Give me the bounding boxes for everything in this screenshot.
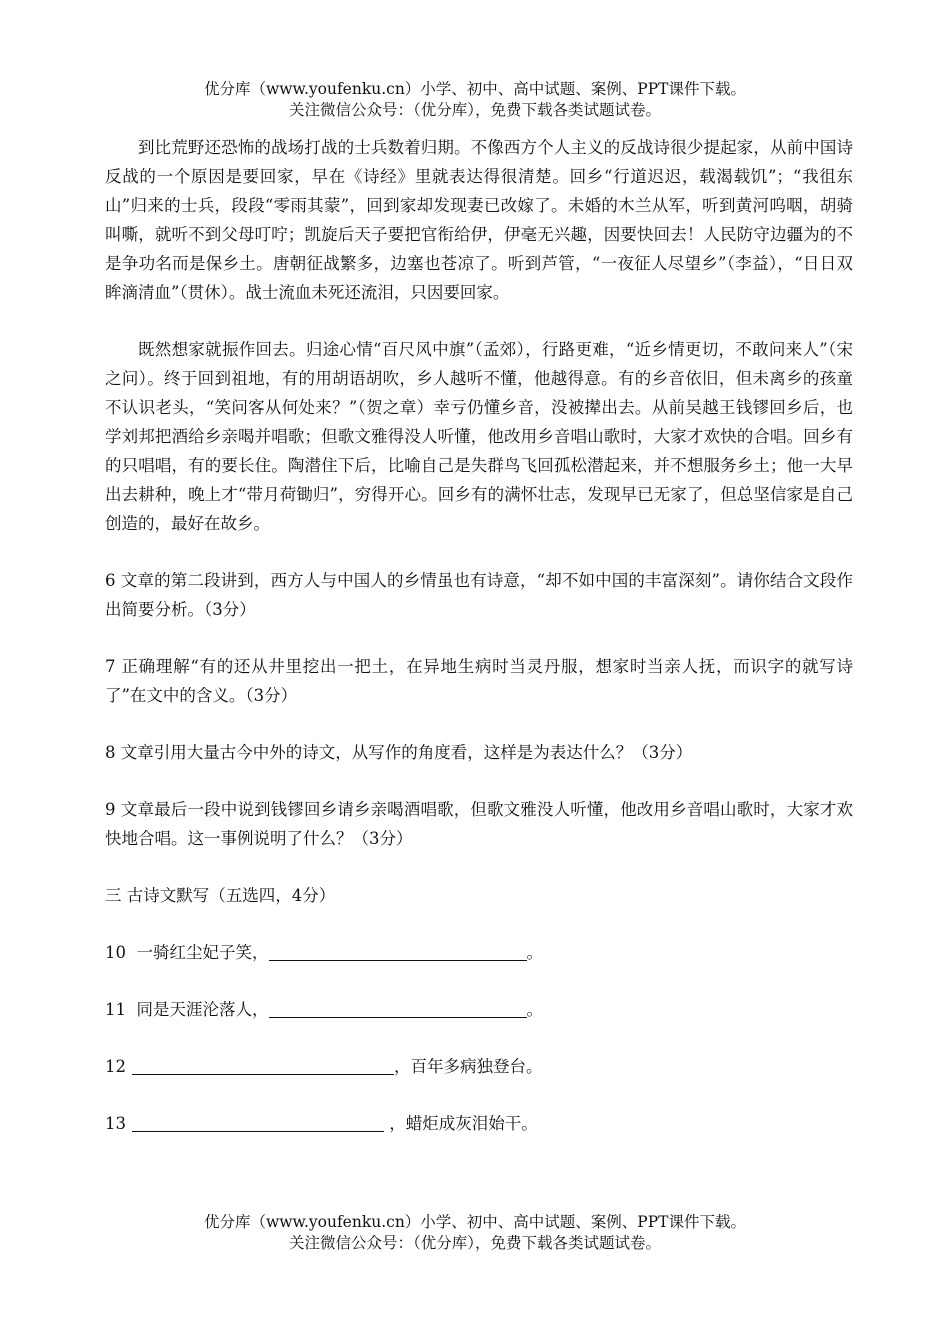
item-suffix: ，蜡炬成灰泪始干。	[389, 1114, 538, 1133]
recitation-item-13	[105, 1109, 853, 1138]
item-number: 10	[105, 943, 126, 962]
item-number: 12	[105, 1057, 126, 1076]
document-body	[105, 133, 853, 1138]
passage-paragraph-1: 到比荒野还恐怖的战场打战的士兵数着归期。不像西方个人主义的反战诗很少提起家，从前中国诗反战的一个原因是要回家，早在《诗经》里就表达得很清楚。回乡“行道迟迟，载渴载饥”；“我徂东山”归来的士兵，段段“零雨其蒙”，回到家却发现妻已改嫁了。未婚的木兰从军，听到黄河呜咽，胡骑叫嘶，就听不到父母叮咛；凯旋后天子要把官衔给伊，伊毫无兴趣，因要快回去！人民防守边疆为的不是争功名而是保乡土。唐朝征战繁多，边塞也苍凉了。听到芦管，“一夜征人尽望乡”（李益），“日日双眸滴清血”（贯休）。战士流血未死还流泪，只因要回家。	[105, 138, 853, 302]
recitation-item-10	[105, 938, 853, 967]
question-9: 9 文章最后一段中说到钱镠回乡请乡亲喝酒唱歌，但歌文雅没人听懂，他改用乡音唱山歌时，大家才欢快地合唱。这一事例说明了什么？（3分）	[105, 800, 853, 848]
item-number: 13	[105, 1114, 126, 1133]
page-header	[0, 79, 950, 121]
item-suffix: ，百年多病独登台。	[394, 1057, 543, 1076]
item-suffix: 。	[526, 943, 543, 962]
header-line-1: 优分库（www.youfenku.cn）小学、初中、高中试题、案例、PPT课件下载。	[203, 80, 747, 98]
passage-paragraph-2: 既然想家就振作回去。归途心情“百尺风中旗”（孟郊），行路更难，“近乡情更切，不敢问来人”（宋之问）。终于回到祖地，有的用胡语胡吹，乡人越听不懂，他越得意。有的乡音依旧，但未离乡的孩童不认识老头，“笑问客从何处来？”（贺之章）幸亏仍懂乡音，没被撵出去。从前吴越王钱镠回乡后，也学刘邦把酒给乡亲喝并唱歌；但歌文雅得没人听懂，他改用乡音唱山歌时，大家才欢快的合唱。回乡有的只唱唱，有的要长住。陶潜住下后，比喻自己是失群鸟飞回孤松潜起来，并不想服务乡土；他一大早出去耕种，晚上才“带月荷锄归”，穷得开心。回乡有的满怀壮志，发现早已无家了，但总坚信家是自己创造的，最好在故乡。	[105, 340, 853, 533]
recitation-item-11	[105, 995, 853, 1024]
question-8: 8 文章引用大量古今中外的诗文，从写作的角度看，这样是为表达什么？（3分）	[105, 743, 693, 762]
section-3-title: 三 古诗文默写（五选四，4分）	[105, 886, 336, 905]
item-number: 11	[105, 1000, 126, 1019]
answer-blank[interactable]	[269, 942, 527, 961]
item-prompt: 一骑红尘妃子笑，	[136, 943, 269, 962]
header-line-2: 关注微信公众号：（优分库），免费下载各类试题试卷。	[288, 101, 661, 119]
answer-blank[interactable]	[132, 1113, 384, 1132]
answer-blank[interactable]	[132, 1056, 394, 1075]
question-6: 6 文章的第二段讲到，西方人与中国人的乡情虽也有诗意，“却不如中国的丰富深刻”。请你结合文段作出简要分析。（3分）	[105, 571, 853, 619]
item-prompt: 同是天涯沦落人，	[136, 1000, 269, 1019]
page-footer	[0, 1212, 950, 1254]
recitation-item-12	[105, 1052, 853, 1081]
footer-line-2: 关注微信公众号：（优分库），免费下载各类试题试卷。	[288, 1234, 661, 1252]
footer-line-1: 优分库（www.youfenku.cn）小学、初中、高中试题、案例、PPT课件下载。	[203, 1213, 747, 1231]
item-suffix: 。	[526, 1000, 543, 1019]
answer-blank[interactable]	[269, 999, 527, 1018]
question-7: 7 正确理解“有的还从井里挖出一把土，在异地生病时当灵丹服，想家时当亲人抚，而识字的就写诗了”在文中的含义。（3分）	[105, 657, 853, 705]
